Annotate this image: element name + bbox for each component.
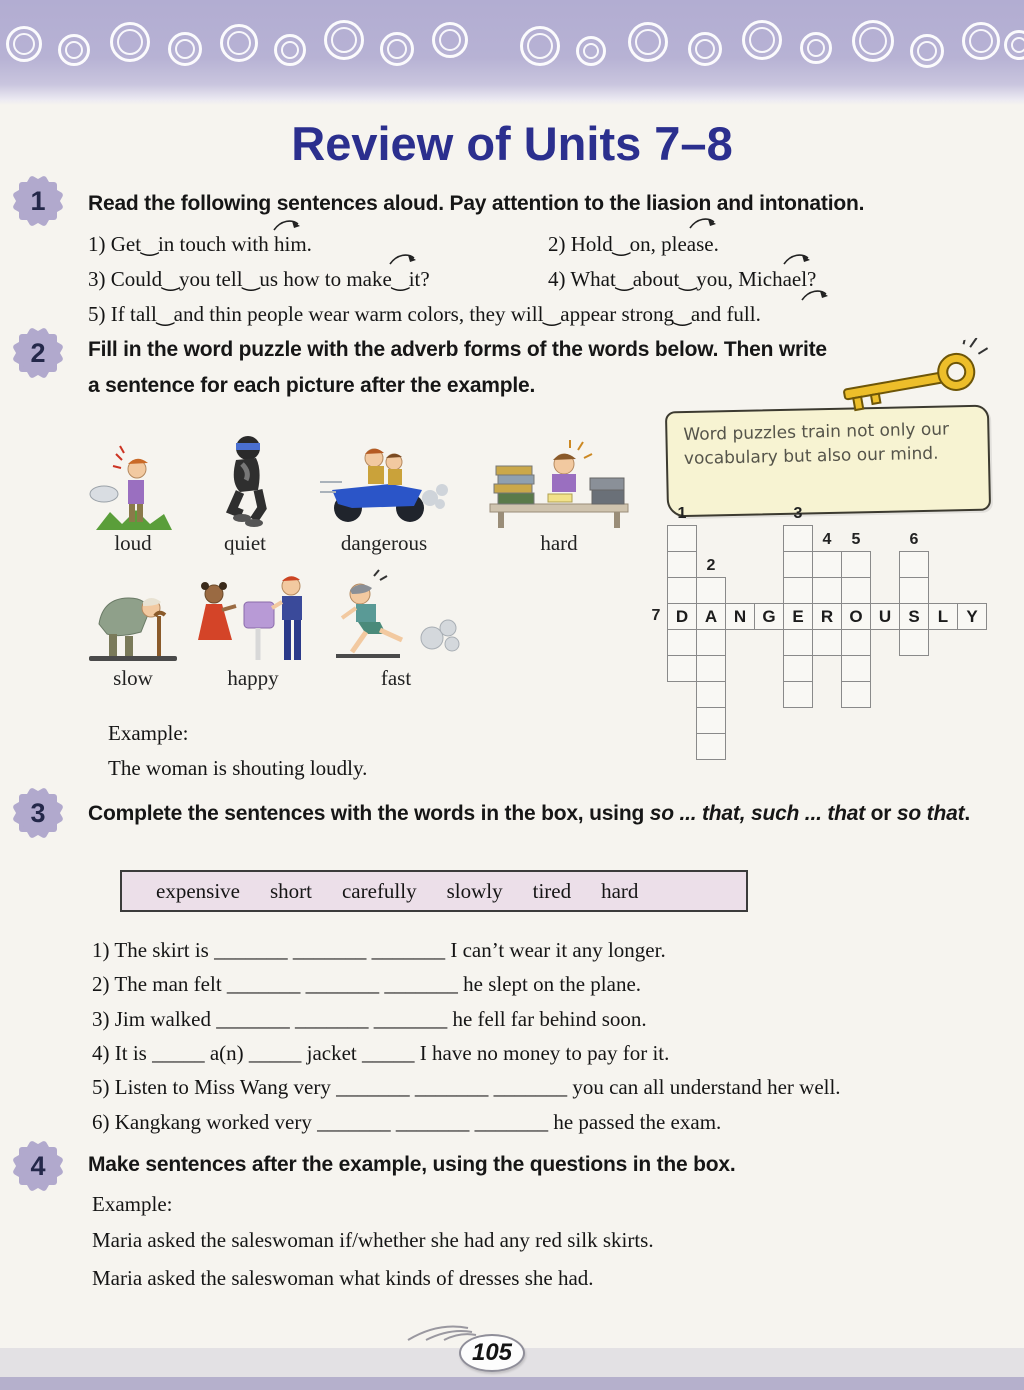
circle-ornament <box>168 32 202 66</box>
circle-ornament-inner <box>635 29 661 55</box>
circle-ornament <box>432 22 468 58</box>
section3-badge <box>10 785 66 841</box>
circle-ornament <box>688 32 722 66</box>
circle-ornament <box>852 20 894 62</box>
circle-ornament-inner <box>227 31 251 55</box>
crossword-cell[interactable] <box>899 551 929 578</box>
crossword-clue-number: 6 <box>909 531 919 548</box>
circle-ornament-inner <box>749 27 775 53</box>
picture-label-happy: happy <box>227 666 279 690</box>
crossword-cell[interactable] <box>841 629 871 656</box>
circle-ornament <box>58 34 90 66</box>
crossword-cell[interactable] <box>783 577 813 604</box>
crossword-cell[interactable] <box>812 577 842 604</box>
heading-italic-text: so that <box>896 802 965 825</box>
fill-sentence-4: 4) It is _____ a(n) _____ jacket _____ I have no money to pay for it. <box>92 1041 670 1065</box>
crossword-clue-number: 1 <box>677 505 687 522</box>
circle-ornament-inner <box>695 39 715 59</box>
quiet-illustration <box>202 430 288 530</box>
sentence-4: 4) What‿about‿you, Michael? <box>548 267 817 291</box>
circle-ornament-inner <box>175 39 195 59</box>
circle-ornament <box>910 34 944 68</box>
crossword-cell[interactable] <box>667 577 697 604</box>
circle-ornament <box>274 34 306 66</box>
sentence-5: 5) If tall‿and thin people wear warm colors, they will‿appear strong‿and full. <box>88 302 761 326</box>
circle-ornament-inner <box>583 43 599 59</box>
circle-ornament-inner <box>527 33 553 59</box>
box-word: short <box>269 878 312 903</box>
intonation-arrow-icon <box>688 215 718 231</box>
box-word: expensive <box>156 878 240 903</box>
crossword-cell[interactable] <box>667 655 697 682</box>
circle-ornament <box>324 20 364 60</box>
picture-label-loud: loud <box>114 531 152 555</box>
section1-number: 1 <box>30 185 46 216</box>
crossword-cell[interactable] <box>841 681 871 708</box>
crossword-letter-cell: Y <box>957 603 987 630</box>
circle-ornament-inner <box>387 39 407 59</box>
crossword-cell[interactable] <box>696 629 726 656</box>
circle-ornament-inner <box>807 39 825 57</box>
crossword-letter-cell: E <box>783 603 813 630</box>
sentence-1: 1) Get‿in touch with him. <box>88 232 312 256</box>
circle-ornament <box>380 32 414 66</box>
example-label: Example: <box>92 1192 173 1216</box>
circle-ornament-inner <box>439 29 461 51</box>
heading-text: Complete the sentences with the words in the box, using <box>88 802 650 825</box>
crossword-cell[interactable] <box>667 629 697 656</box>
circle-ornament-inner <box>281 41 299 59</box>
crossword-clue-number: 2 <box>706 557 716 574</box>
word-box <box>120 870 748 912</box>
circle-ornament-inner <box>917 41 937 61</box>
intonation-arrow-icon <box>782 251 812 267</box>
crossword-letter-cell: G <box>754 603 784 630</box>
happy-illustration <box>192 568 314 666</box>
circle-ornament-inner <box>969 29 993 53</box>
section1-heading: Read the following sentences aloud. Pay attention to the liasion and intonation. <box>88 192 865 215</box>
crossword-clue-number: 7 <box>651 607 661 624</box>
heading-text: . <box>964 802 970 825</box>
circle-ornament-inner <box>859 27 887 55</box>
picture-label-hard: hard <box>540 531 578 555</box>
section3-number: 3 <box>30 797 46 828</box>
crossword-cell[interactable] <box>841 577 871 604</box>
example-sentence: The woman is shouting loudly. <box>108 756 368 780</box>
footer-accent-band <box>0 1377 1024 1390</box>
circle-ornament <box>962 22 1000 60</box>
section2-badge <box>10 325 66 381</box>
sentence-3: 3) Could‿you tell‿us how to make‿it? <box>88 267 430 291</box>
section1-badge <box>10 173 66 229</box>
crossword-clue-number: 5 <box>851 531 861 548</box>
hard-illustration <box>486 432 632 530</box>
crossword-letter-cell: N <box>725 603 755 630</box>
tip-note-text: Word puzzles train not only our vocabulary but also our mind. <box>683 419 950 470</box>
page-title: Review of Units 7–8 <box>291 117 733 170</box>
circle-ornament-inner <box>1011 37 1024 53</box>
example-sentence-2: Maria asked the saleswoman what kinds of dresses she had. <box>92 1266 594 1290</box>
section4-number: 4 <box>30 1150 46 1181</box>
heading-text: or <box>865 802 897 825</box>
crossword-cell[interactable] <box>812 551 842 578</box>
section3-heading <box>88 796 1000 832</box>
fill-sentence-5: 5) Listen to Miss Wang very _______ _______ _______ you can all understand her well. <box>92 1075 841 1099</box>
crossword-cell[interactable] <box>696 681 726 708</box>
crossword-cell[interactable] <box>783 681 813 708</box>
circle-ornament <box>576 36 606 66</box>
crossword-cell[interactable] <box>783 551 813 578</box>
crossword-letter-cell: A <box>696 603 726 630</box>
circle-ornament <box>628 22 668 62</box>
intonation-arrow-icon <box>272 217 302 233</box>
section2-number: 2 <box>30 337 46 368</box>
picture-label-quiet: quiet <box>224 531 266 555</box>
circle-ornament-inner <box>117 29 143 55</box>
crossword-letter-cell: R <box>812 603 842 630</box>
box-word: tired <box>532 878 572 903</box>
circle-ornament-inner <box>13 33 35 55</box>
crossword-clue-number: 3 <box>793 505 803 522</box>
box-word: slowly <box>446 878 503 903</box>
fill-sentence-6: 6) Kangkang worked very _______ _______ _______ he passed the exam. <box>92 1110 722 1134</box>
fast-illustration <box>330 568 462 666</box>
circle-ornament <box>110 22 150 62</box>
box-word: carefully <box>341 878 417 903</box>
section4-heading: Make sentences after the example, using the questions in the box. <box>88 1153 736 1176</box>
crossword-letter-cell: L <box>928 603 958 630</box>
sentence-2: 2) Hold‿on, please. <box>548 232 719 256</box>
crossword-cell[interactable] <box>696 733 726 760</box>
crossword-cell[interactable] <box>667 551 697 578</box>
crossword-cell[interactable] <box>696 577 726 604</box>
crossword-cell[interactable] <box>667 525 697 552</box>
circle-ornament <box>220 24 258 62</box>
loud-illustration <box>88 432 178 530</box>
intonation-arrow-icon <box>800 287 830 303</box>
crossword-cell[interactable] <box>841 551 871 578</box>
circle-ornament-inner <box>331 27 357 53</box>
circle-ornament <box>742 20 782 60</box>
picture-label-slow: slow <box>113 666 153 690</box>
dangerous-illustration <box>318 432 450 530</box>
section2-heading-line2: a sentence for each picture after the example. <box>88 374 536 397</box>
tip-note <box>665 405 991 518</box>
crossword-cell[interactable] <box>783 629 813 656</box>
circle-ornament <box>800 32 832 64</box>
slow-illustration <box>85 568 181 666</box>
example-label: Example: <box>108 721 189 745</box>
fill-sentence-2: 2) The man felt _______ _______ _______ he slept on the plane. <box>92 972 642 996</box>
circle-ornament <box>6 26 42 62</box>
crossword-cell[interactable] <box>696 707 726 734</box>
fill-sentence-3: 3) Jim walked _______ _______ _______ he fell far behind soon. <box>92 1007 647 1031</box>
example-sentence-1: Maria asked the saleswoman if/whether she had any red silk skirts. <box>92 1228 654 1252</box>
crossword-cell[interactable] <box>899 629 929 656</box>
intonation-arrow-icon <box>388 251 418 267</box>
crossword-cell[interactable] <box>696 655 726 682</box>
section2-heading-line1: Fill in the word puzzle with the adverb forms of the words below. Then write <box>88 338 827 361</box>
crossword-letter-cell: O <box>841 603 871 630</box>
crossword-letter-cell: S <box>899 603 929 630</box>
picture-label-fast: fast <box>380 666 412 690</box>
crossword-clue-number: 4 <box>822 531 832 548</box>
crossword-cell[interactable] <box>783 525 813 552</box>
picture-label-dangerous: dangerous <box>340 531 428 555</box>
crossword-cell[interactable] <box>899 577 929 604</box>
circle-ornament-inner <box>65 41 83 59</box>
crossword-cell[interactable] <box>812 629 842 656</box>
crossword-cell[interactable] <box>783 655 813 682</box>
crossword-letter-cell: D <box>667 603 697 630</box>
fill-sentence-1: 1) The skirt is _______ _______ _______ I can’t wear it any longer. <box>92 938 666 962</box>
heading-italic-text: so ... that, such ... that <box>649 802 866 825</box>
header-ornament-band <box>0 0 1024 105</box>
circle-ornament <box>520 26 560 66</box>
box-word: hard <box>601 878 639 903</box>
circle-ornament <box>1004 30 1024 60</box>
page-number: 105 <box>459 1334 525 1372</box>
section4-badge <box>10 1138 66 1194</box>
crossword-cell[interactable] <box>841 655 871 682</box>
crossword-letter-cell: U <box>870 603 900 630</box>
